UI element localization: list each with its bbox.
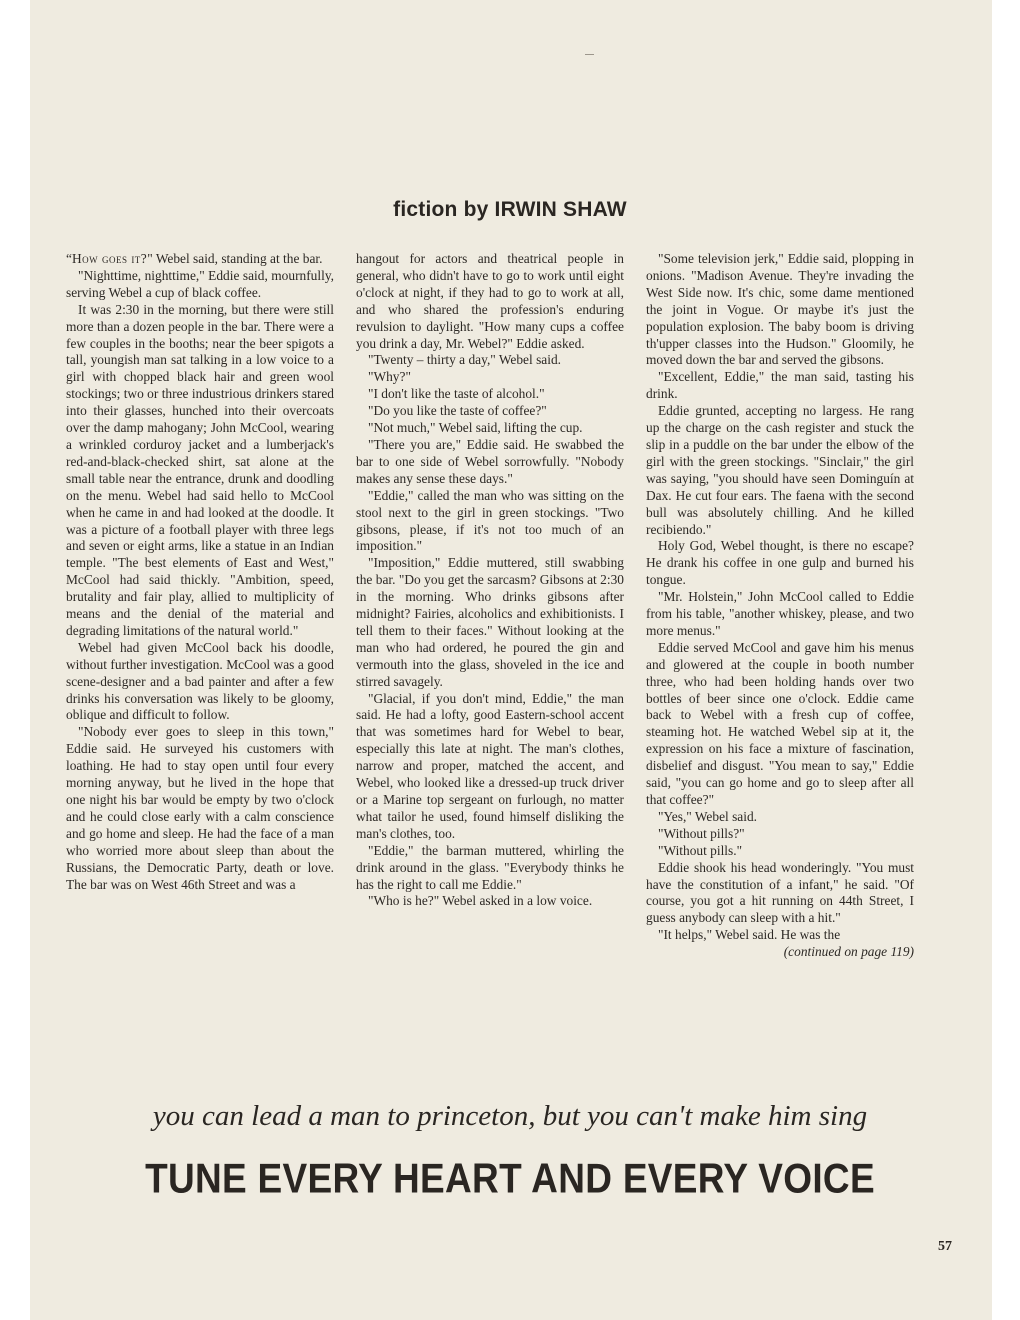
paragraph: "Without pills?" bbox=[658, 825, 745, 841]
opening-small-caps: How goes it? bbox=[71, 251, 148, 266]
story-tagline: you can lead a man to princeton, but you can't make him sing bbox=[152, 1100, 868, 1132]
top-mark bbox=[585, 54, 594, 55]
paragraph: "Excellent, Eddie," the man said, tasting his drink. bbox=[646, 369, 914, 402]
text-column-1 bbox=[66, 251, 334, 893]
paragraph: It was 2:30 in the morning, but there were still more than a dozen people in the bar. There were a few couples in the booths; near the beer spigots a tall, youngish man sat talking in a low voice to a girl with chopped black hair and green wool stockings; two or three industrious drinkers stared into their glasses, hunched into their overcoats over the damp mahogany; John McCool, wearing a wrinkled corduroy jacket and a lumberjack's red-and-black-checked shirt, sat alone at the small table near the entrance, drunk and doodling on the menu. Webel had said hello to McCool when he came in and had looked at the doodle. It was a picture of a football player with three legs and seven or eight arms, like a statue in an Indian temple. "The best elements of East and West," McCool had said thickly. "Ambition, speed, brutality and fair play, allied to multiplicity of means and the denial of the material and degrading limitations of the natural world." bbox=[66, 301, 334, 638]
paragraph: Webel had given McCool back his doodle, without further investigation. McCool was a good scene-designer and a bad painter and after a few drinks his conversation was likely to be gloomy, oblique and difficult to follow. bbox=[66, 639, 334, 723]
page-number: 57 bbox=[938, 1239, 952, 1254]
byline-author: IRWIN SHAW bbox=[494, 198, 627, 221]
paragraph: Eddie grunted, accepting no largess. He rang up the charge on the cash register and stuck the slip in a puddle on the bar under the elbow of the girl with the green stockings. "Sinclair," the girl was saying, "you should have seen Dominguín at Dax. He cut four ears. The faena with the second bull was absolutely chilling. And he killed recibiendo." bbox=[646, 403, 914, 537]
story-title: TUNE EVERY HEART AND EVERY VOICE bbox=[145, 1155, 875, 1202]
paragraph: "Glacial, if you don't mind, Eddie," the man said. He had a lofty, good Eastern-school accent that was sometimes hard for Webel to bear, especially this late at night. The man's clothes, narrow and proper, matched the accent, and Webel, who looked like a dressed-up truck driver or a Marine top sergeant on furlough, no matter what tailor he used, found himself disliking the man's clothes, too. bbox=[356, 690, 624, 841]
paragraph: hangout for actors and theatrical people in general, who didn't have to go to work until eight o'clock at night, if they had to go to work at all, and who shared the profession's enduring revulsion to daylight. "How many cups a coffee you drink a day, Mr. Webel?" Eddie asked. bbox=[356, 251, 624, 351]
paragraph: "Without pills." bbox=[658, 842, 743, 858]
byline bbox=[0, 198, 1020, 222]
paragraph: "Some television jerk," Eddie said, plopping in onions. "Madison Avenue. They're invading the West Side now. It's chic, some dame mentioned the joint in Vogue. Or maybe it's just the population explosion. The baby boom is driving th'upper classes into the Hudson." Gloomily, he moved down the bar and served the gibsons. bbox=[646, 251, 914, 368]
continued-note: (continued on page 119) bbox=[783, 944, 914, 960]
paragraph: "Eddie," the barman muttered, whirling the drink around in the glass. "Everybody thinks he has the right to call me Eddie." bbox=[356, 842, 624, 892]
paragraph: "I don't like the taste of alcohol." bbox=[368, 386, 545, 402]
paragraph: “How goes it?" Webel said, standing at the bar. bbox=[66, 251, 323, 266]
paragraph: "There you are," Eddie said. He swabbed the bar to one side of Webel sorrowfully. "Nobody makes any sense these days." bbox=[356, 436, 624, 486]
paragraph: "Nighttime, nighttime," Eddie said, mournfully, serving Webel a cup of black coffee. bbox=[66, 267, 334, 300]
text-column-3 bbox=[646, 251, 914, 961]
paragraph-text: " Webel said, standing at the bar. bbox=[147, 251, 323, 266]
paragraph: "Twenty – thirty a day," Webel said. bbox=[368, 352, 561, 368]
paragraph: "Eddie," called the man who was sitting on the stool next to the girl in green stockings. "Two gibsons, please, if it's not too much of an imposition." bbox=[356, 487, 624, 554]
paragraph: "It helps," Webel said. He was the bbox=[658, 927, 841, 943]
paragraph: "Imposition," Eddie muttered, still swabbing the bar. "Do you get the sarcasm? Gibsons at 2:30 in the morning. Who drinks gibsons after midnight? Fairies, alcoholics and exhibitionists. I tell them to their faces." Without looking at the man who had ordered, he poured the gin and vermouth into the glass, shoveled in the ice and stirred savagely. bbox=[356, 555, 624, 689]
paragraph: "Do you like the taste of coffee?" bbox=[368, 403, 547, 419]
paragraph: Eddie shook his head wonderingly. "You must have the constitution of a infant," he said. "Of course, you got a hit running on 44th Street, I guess anybody can sleep with a hit." bbox=[646, 859, 914, 926]
paragraph: "Yes," Webel said. bbox=[658, 808, 758, 824]
paragraph: "Not much," Webel said, lifting the cup. bbox=[368, 420, 583, 436]
paragraph: Holy God, Webel thought, is there no escape? He drank his coffee in one gulp and burned his tongue. bbox=[646, 538, 914, 588]
paragraph: Eddie served McCool and gave him his menus and glowered at the couple in booth number three, who had been holding hands over two bottles of beer since one o'clock. Eddie came back to Webel with a fresh cup of coffee, steaming hot. He watched Webel sip at it, the expression on his face a mixture of fascination, disbelief and disgust. "You mean to say," Eddie said, "you can go home and go to sleep after all that coffee?" bbox=[646, 639, 914, 807]
text-column-2 bbox=[356, 251, 624, 910]
paragraph: "Nobody ever goes to sleep in this town," Eddie said. He surveyed his customers with loathing. He had to stay open until four every morning anyway, but he lived in the hope that one night his bar would be empty by two o'clock and he could close early with a calm conscience and go home and sleep. He had the face of a man who worried more about sleep than about the Russians, the Democratic Party, death or love. The bar was on West 46th Street and was a bbox=[66, 724, 334, 892]
paragraph: "Mr. Holstein," John McCool called to Eddie from his table, "another whiskey, please, and two more menus." bbox=[646, 589, 914, 638]
byline-lead: fiction by bbox=[393, 198, 489, 221]
paragraph: "Who is he?" Webel asked in a low voice. bbox=[368, 893, 593, 909]
paragraph: "Why?" bbox=[368, 369, 411, 385]
